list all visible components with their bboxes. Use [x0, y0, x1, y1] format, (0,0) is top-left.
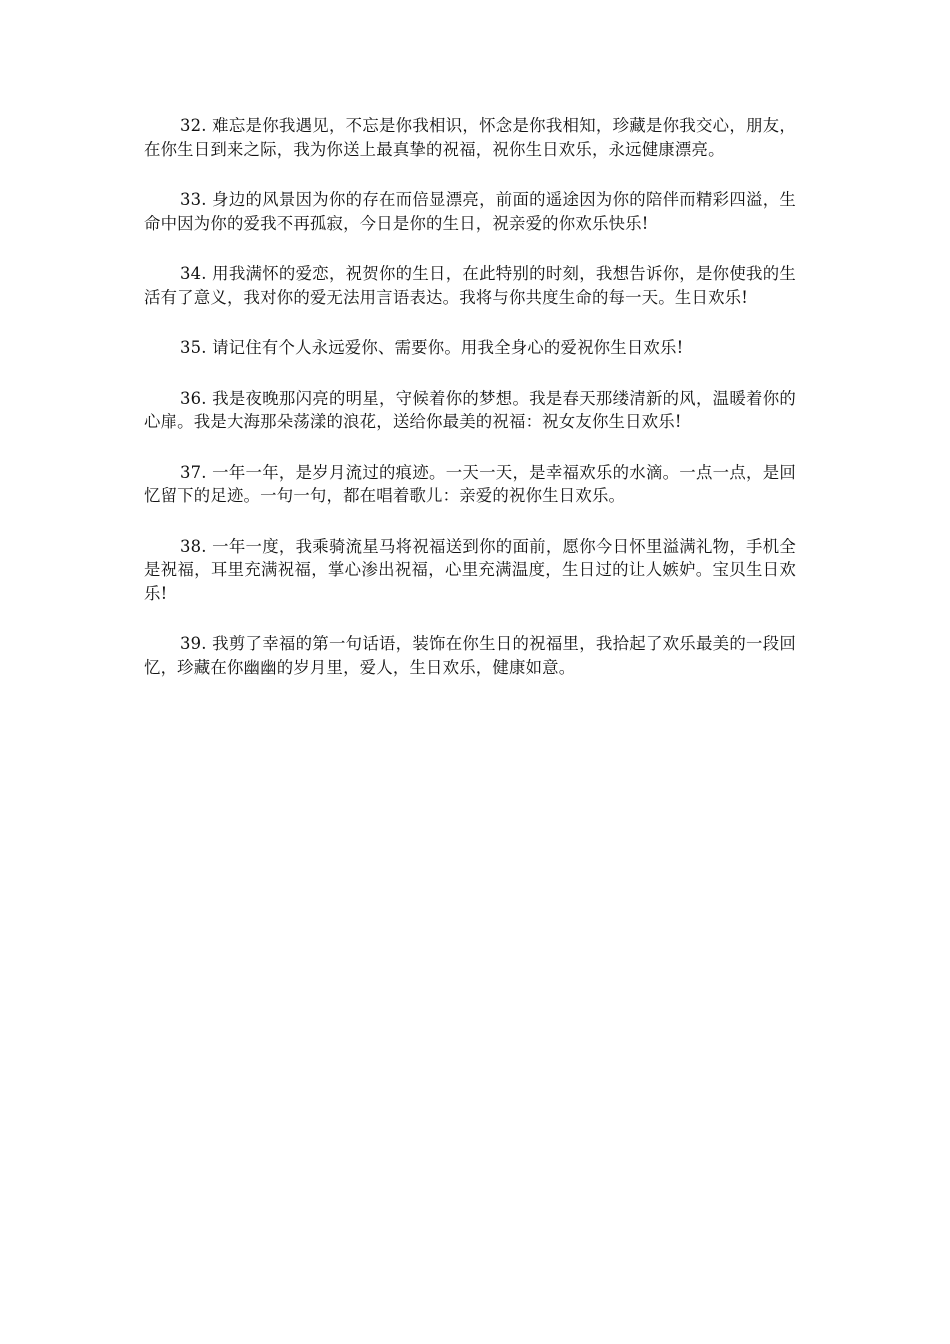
paragraph-39: 39. 我剪了幸福的第一句话语，装饰在你生日的祝福里，我拾起了欢乐最美的一段回忆，珍藏在你幽幽的岁月里，爱人，生日欢乐，健康如意。	[144, 634, 796, 677]
paragraph-36: 36. 我是夜晚那闪亮的明星，守候着你的梦想。我是春天那缕清新的风，温暖着你的心扉。我是大海那朵荡漾的浪花，送给你最美的祝福：祝女友你生日欢乐!	[144, 388, 796, 431]
paragraph-35: 35. 请记住有个人永远爱你、需要你。用我全身心的爱祝你生日欢乐!	[180, 338, 684, 357]
document-body	[144, 114, 796, 706]
paragraph-38: 38. 一年一度，我乘骑流星马将祝福送到你的面前，愿你今日怀里溢满礼物，手机全是祝福，耳里充满祝福，掌心渗出祝福，心里充满温度，生日过的让人嫉妒。宝贝生日欢乐!	[144, 536, 796, 603]
paragraph-33: 33. 身边的风景因为你的存在而倍显漂亮，前面的遥途因为你的陪伴而精彩四溢，生命中因为你的爱我不再孤寂，今日是你的生日，祝亲爱的你欢乐快乐!	[144, 190, 796, 233]
paragraph-32: 32. 难忘是你我遇见，不忘是你我相识，怀念是你我相知，珍藏是你我交心，朋友，在你生日到来之际，我为你送上最真挚的祝福，祝你生日欢乐，永远健康漂亮。	[144, 116, 796, 159]
paragraph-34: 34. 用我满怀的爱恋，祝贺你的生日，在此特别的时刻，我想告诉你，是你使我的生活有了意义，我对你的爱无法用言语表达。我将与你共度生命的每一天。生日欢乐!	[144, 264, 796, 307]
paragraph-37: 37. 一年一年，是岁月流过的痕迹。一天一天，是幸福欢乐的水滴。一点一点，是回忆留下的足迹。一句一句，都在唱着歌儿：亲爱的祝你生日欢乐。	[144, 462, 796, 505]
